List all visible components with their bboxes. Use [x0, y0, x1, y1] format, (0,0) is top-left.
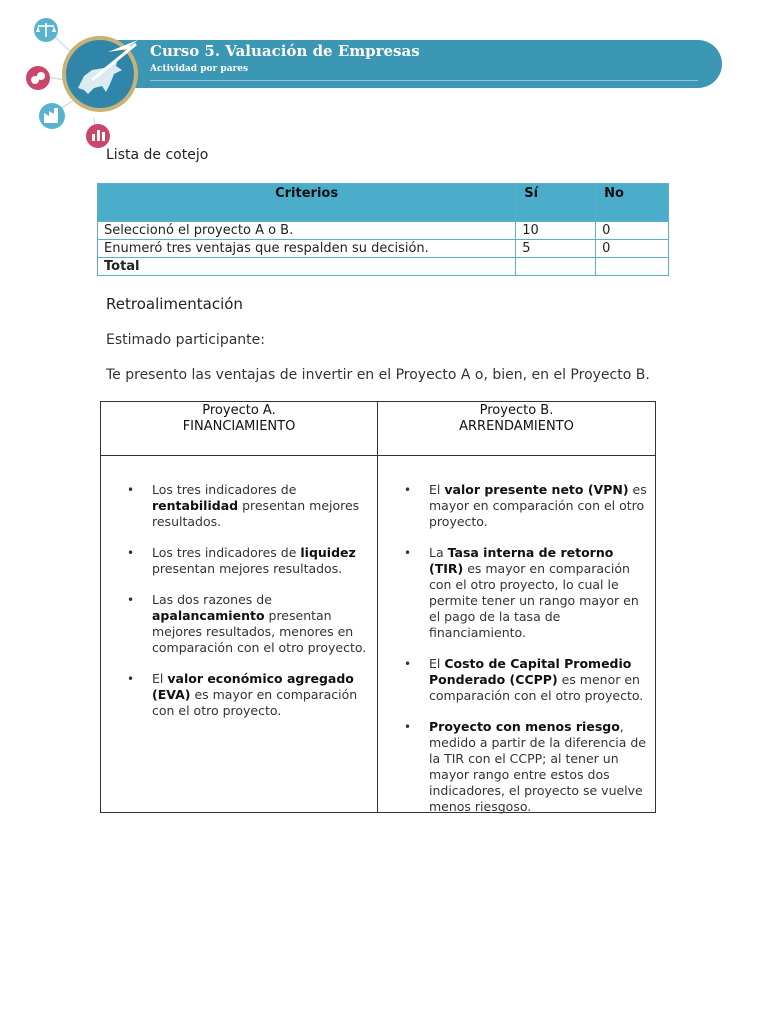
- bull-logo-icon: [62, 36, 138, 112]
- si-cell: 5: [516, 240, 596, 258]
- list-item: • El valor presente neto (VPN) es mayor en comparación con el otro proyecto.: [404, 482, 647, 529]
- project-a-column: [101, 402, 378, 812]
- total-no-cell: [596, 258, 669, 276]
- project-b-title: Proyecto B.: [479, 403, 554, 418]
- list-item: • Los tres indicadores de liquidez presentan mejores resultados.: [127, 545, 356, 576]
- banner-divider: [150, 80, 698, 81]
- no-cell: 0: [596, 222, 669, 240]
- criterion-cell: Seleccionó el proyecto A o B.: [98, 222, 516, 240]
- list-item: • La Tasa interna de retorno (TIR) es mayor en comparación con el otro proyecto, lo cual le permite tener un rango mayor en el pago de la tasa de financiamiento.: [404, 545, 639, 640]
- checklist-heading: Lista de cotejo: [106, 147, 209, 163]
- list-item: • Las dos razones de apalancamiento presentan mejores resultados, menores en comparación con el otro proyecto.: [127, 592, 367, 655]
- list-item: • Proyecto con menos riesgo, medido a partir de la diferencia de la TIR con el CCPP; al tener un mayor rango entre estos dos indicadores, el proyecto se vuelve menos riesgoso.: [404, 719, 646, 814]
- criterion-cell: Enumeró tres ventajas que respalden su decisión.: [98, 240, 516, 258]
- bullet-icon: •: [127, 483, 135, 497]
- column-header-no: No: [596, 184, 669, 222]
- table-row: [98, 240, 669, 258]
- coins-icon: [26, 66, 50, 90]
- list-item: • El valor económico agregado (EVA) es mayor en comparación con el otro proyecto.: [127, 671, 358, 718]
- project-a-title: Proyecto A.: [202, 403, 276, 418]
- column-header-criterios: Criterios: [98, 184, 516, 222]
- column-header-si: Sí: [516, 184, 596, 222]
- project-a-subtitle: FINANCIAMIENTO: [182, 419, 296, 434]
- no-cell: 0: [596, 240, 669, 258]
- total-si-cell: [516, 258, 596, 276]
- bullet-icon: •: [127, 672, 135, 686]
- bullet-icon: •: [127, 593, 135, 607]
- bullet-icon: •: [404, 546, 412, 560]
- bullet-icon: •: [404, 483, 412, 497]
- project-b-subtitle: ARRENDAMIENTO: [459, 419, 574, 434]
- table-row: [98, 222, 669, 240]
- course-title: Curso 5. Valuación de Empresas: [150, 42, 420, 60]
- list-item: • El Costo de Capital Promedio Ponderado (CCPP) es menor en comparación con el otro proyecto.: [404, 656, 644, 703]
- projects-table: [100, 401, 656, 813]
- project-a-list: [101, 456, 377, 719]
- bullet-icon: •: [404, 657, 412, 671]
- course-logo: [22, 18, 172, 154]
- project-b-list: [378, 456, 655, 815]
- total-row: [98, 258, 669, 276]
- course-subtitle: Actividad por pares: [150, 64, 249, 74]
- course-banner: [98, 40, 722, 88]
- project-b-column: [378, 402, 655, 812]
- total-label: Total: [98, 258, 516, 276]
- intro-text: Te presento las ventajas de invertir en el Proyecto A o, bien, en el Proyecto B.: [106, 367, 650, 383]
- bullet-icon: •: [127, 546, 135, 560]
- greeting-text: Estimado participante:: [106, 332, 265, 348]
- factory-icon: [39, 103, 65, 129]
- checklist-table: [97, 183, 669, 276]
- checklist-header-row: [98, 184, 669, 222]
- bullet-icon: •: [404, 720, 412, 734]
- project-a-header: [101, 402, 377, 456]
- scales-icon: [34, 18, 58, 42]
- chart-icon: [86, 124, 110, 148]
- project-b-header: [378, 402, 655, 456]
- feedback-heading: Retroalimentación: [106, 295, 243, 313]
- list-item: • Los tres indicadores de rentabilidad presentan mejores resultados.: [127, 482, 360, 529]
- si-cell: 10: [516, 222, 596, 240]
